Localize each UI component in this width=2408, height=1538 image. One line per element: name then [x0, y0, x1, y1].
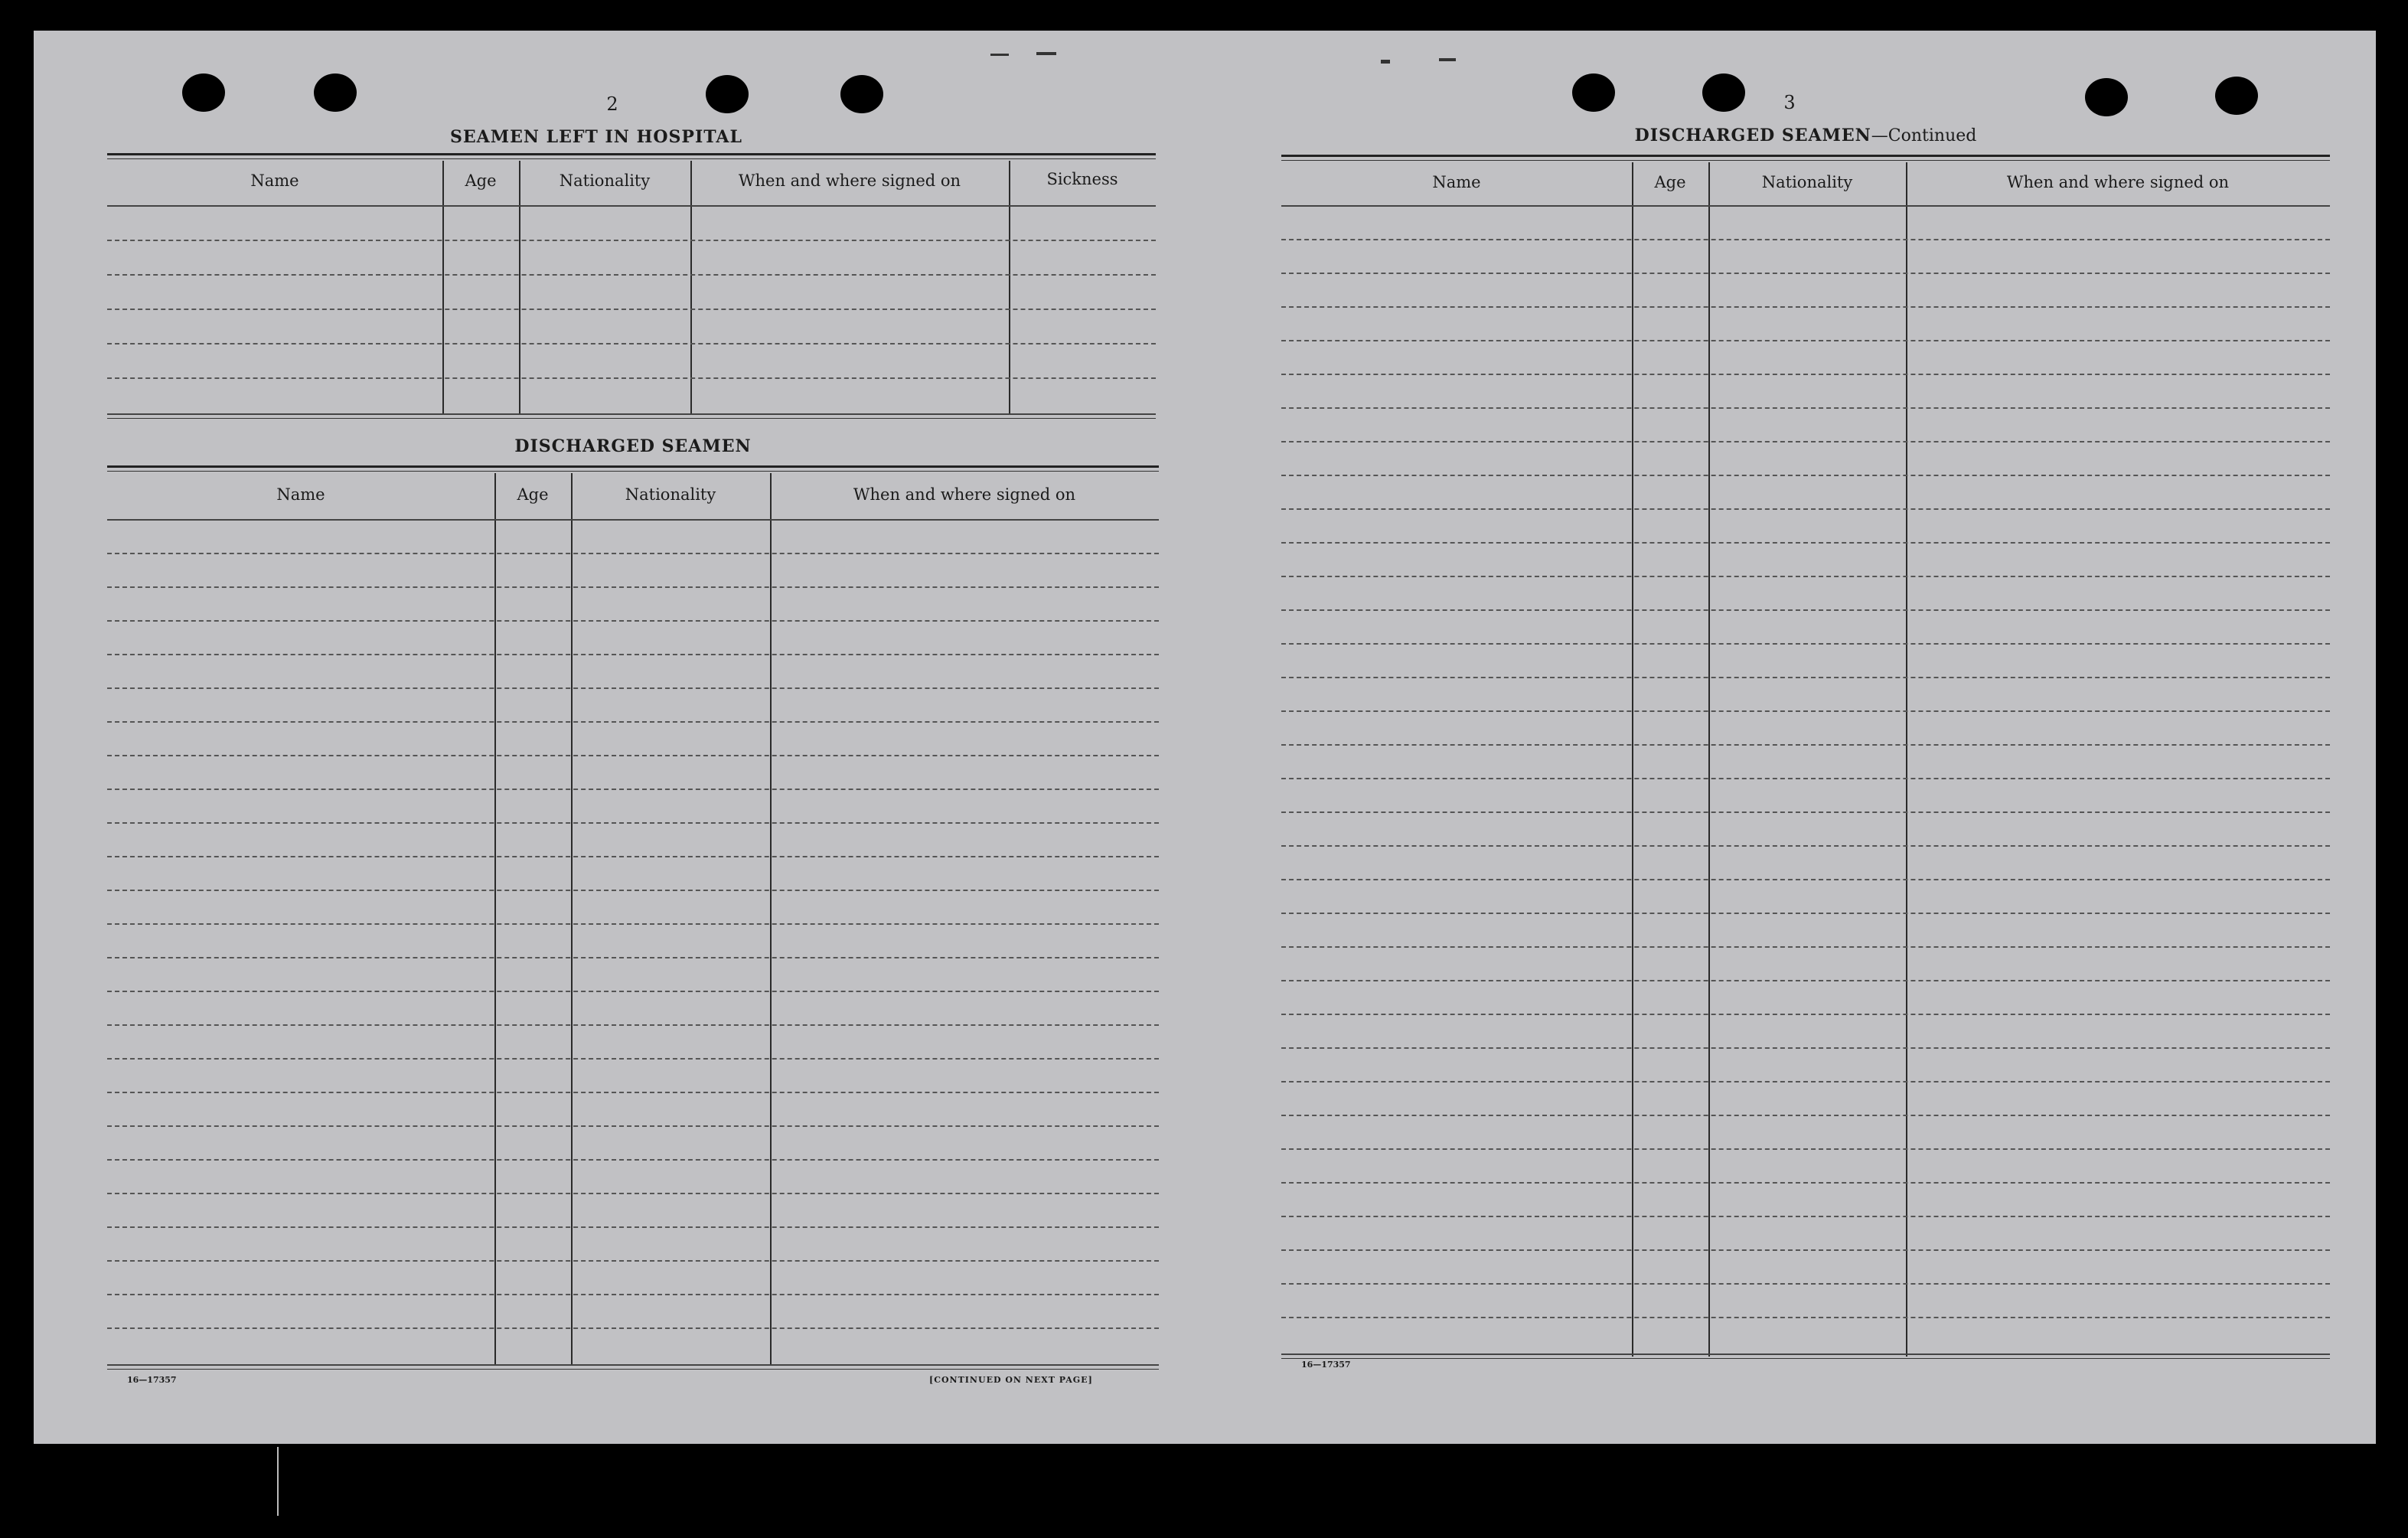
table-row — [1281, 946, 2330, 948]
table-row — [1281, 441, 2330, 442]
table-row — [1281, 1115, 2330, 1116]
discharged-cont-col-nationality: Nationality — [1761, 173, 1853, 191]
form-code-right: 16—17357 — [1301, 1360, 1351, 1370]
table-row — [1281, 1047, 2330, 1049]
table-row — [1281, 643, 2330, 645]
table-row — [1281, 576, 2330, 577]
punch-hole — [840, 75, 883, 113]
table-row — [107, 1226, 1159, 1228]
table-row — [1281, 677, 2330, 678]
table-row — [1281, 811, 2330, 813]
table-row — [107, 343, 1156, 344]
table-row — [1281, 609, 2330, 611]
table-row — [107, 1327, 1159, 1329]
discharged-table-right — [1281, 155, 2330, 1387]
punch-hole — [2215, 77, 2258, 115]
table-row — [107, 1159, 1159, 1161]
table-row — [107, 586, 1159, 588]
table-row — [1281, 1148, 2330, 1150]
discharged-col-signed-on: When and where signed on — [853, 485, 1076, 504]
punch-hole — [2085, 78, 2128, 116]
discharged-col-name: Name — [276, 485, 325, 504]
table-row — [107, 377, 1156, 379]
discharged-cont-col-name: Name — [1432, 173, 1481, 191]
table-row — [107, 991, 1159, 992]
page-number-right: 3 — [1783, 92, 1796, 113]
table-row — [1281, 879, 2330, 880]
hospital-col-name: Name — [250, 171, 299, 190]
table-row — [1281, 1182, 2330, 1184]
speck — [990, 54, 1009, 56]
discharged-section-title: DISCHARGED SEAMEN — [514, 436, 752, 456]
table-row — [107, 890, 1159, 891]
table-row — [107, 687, 1159, 689]
table-row — [107, 620, 1159, 622]
discharged-col-age: Age — [517, 485, 549, 504]
continued-note: [CONTINUED ON NEXT PAGE] — [929, 1375, 1093, 1385]
table-row — [107, 789, 1159, 790]
table-row — [1281, 407, 2330, 409]
table-row — [107, 1193, 1159, 1194]
table-row — [107, 755, 1159, 756]
table-row — [1281, 845, 2330, 847]
table-row — [1281, 239, 2330, 240]
punch-hole — [1702, 73, 1745, 112]
speck — [1439, 58, 1456, 61]
table-row — [107, 957, 1159, 958]
discharged-continued-title-suffix: —Continued — [1871, 126, 1977, 145]
table-row — [1281, 744, 2330, 746]
hospital-col-sickness: Sickness — [1046, 170, 1118, 188]
hospital-table — [107, 153, 1156, 447]
discharged-cont-col-signed-on: When and where signed on — [2006, 173, 2230, 191]
table-row — [1281, 913, 2330, 914]
hospital-col-nationality: Nationality — [559, 171, 651, 190]
form-sheet — [34, 31, 2376, 1444]
table-row — [107, 1260, 1159, 1262]
table-row — [1281, 475, 2330, 476]
hospital-section-title: SEAMEN LEFT IN HOSPITAL — [450, 127, 742, 147]
table-row — [107, 240, 1156, 241]
table-row — [107, 1092, 1159, 1093]
table-row — [1281, 374, 2330, 375]
speck — [1381, 60, 1390, 64]
table-row — [107, 822, 1159, 824]
table-row — [1281, 1283, 2330, 1285]
hospital-col-age: Age — [465, 171, 497, 190]
punch-hole — [314, 73, 357, 112]
table-row — [1281, 306, 2330, 308]
punch-hole — [1572, 73, 1615, 112]
table-row — [107, 1125, 1159, 1127]
discharged-cont-col-age: Age — [1654, 173, 1686, 191]
discharged-table-left — [107, 465, 1159, 1399]
table-row — [107, 654, 1159, 655]
table-row — [1281, 508, 2330, 510]
discharged-continued-title-main: DISCHARGED SEAMEN — [1634, 126, 1871, 145]
table-row — [107, 923, 1159, 925]
table-row — [107, 1024, 1159, 1026]
table-row — [1281, 1317, 2330, 1318]
page-number-left: 2 — [606, 93, 618, 115]
table-row — [1281, 340, 2330, 341]
table-row — [1281, 980, 2330, 981]
table-row — [1281, 1216, 2330, 1217]
table-row — [1281, 778, 2330, 779]
table-row — [1281, 1249, 2330, 1251]
table-row — [1281, 710, 2330, 712]
hospital-col-signed-on: When and where signed on — [738, 171, 961, 190]
table-row — [107, 1294, 1159, 1295]
table-row — [1281, 542, 2330, 544]
table-row — [107, 274, 1156, 276]
table-row — [107, 309, 1156, 310]
discharged-col-nationality: Nationality — [625, 485, 716, 504]
table-row — [107, 856, 1159, 857]
table-row — [107, 553, 1159, 554]
discharged-continued-title — [1281, 126, 2330, 145]
punch-hole — [182, 73, 225, 112]
speck — [1036, 52, 1056, 55]
table-row — [107, 1058, 1159, 1060]
form-code-left: 16—17357 — [127, 1375, 177, 1385]
table-row — [1281, 1014, 2330, 1015]
table-row — [1281, 1081, 2330, 1082]
punch-hole — [706, 75, 749, 113]
scratch-mark — [277, 1447, 279, 1516]
table-row — [107, 721, 1159, 723]
table-row — [1281, 273, 2330, 274]
